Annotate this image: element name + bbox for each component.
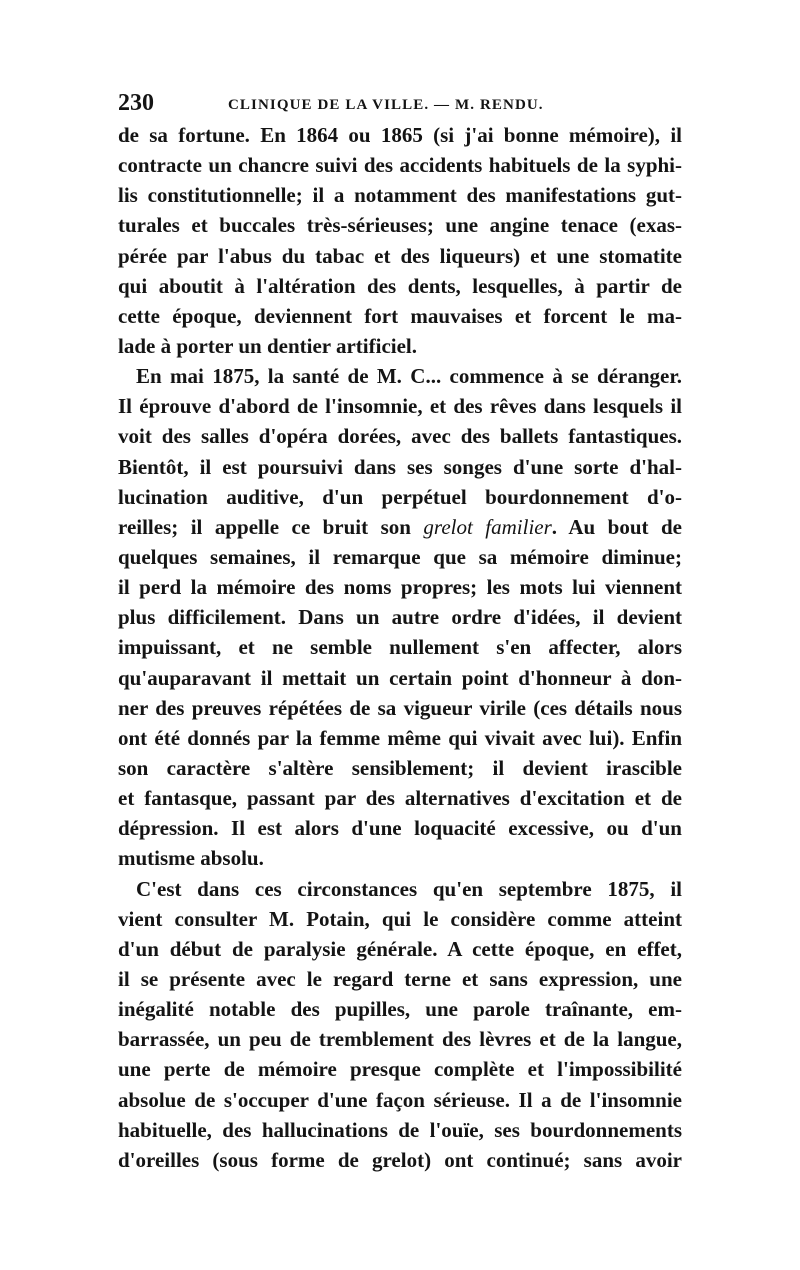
text-line: ner des preuves répétées de sa vigueur virile (ces détails nous	[118, 695, 682, 720]
text-line: cette époque, deviennent fort mauvaises et forcent le ma-	[118, 303, 682, 328]
italic-phrase: grelot familier	[423, 514, 552, 539]
text-line: turales et buccales très-sérieuses; une angine tenace (exas-	[118, 213, 682, 238]
text-line: Il éprouve d'abord de l'insomnie, et des rêves dans lesquels il	[118, 394, 682, 419]
text-line: absolue de s'occuper d'une façon sérieuse. Il a de l'insomnie	[118, 1087, 682, 1112]
text-line: une perte de mémoire presque complète et l'impossibilité	[118, 1057, 682, 1082]
text-line: il perd la mémoire des noms propres; les mots lui viennent	[118, 575, 682, 600]
text-line: Bientôt, il est poursuivi dans ses songes d'une sorte d'hal-	[118, 454, 682, 479]
text-segment: reilles; il appelle ce bruit son	[118, 514, 424, 539]
text-line	[118, 512, 682, 542]
text-line: C'est dans ces circonstances qu'en septembre 1875, il	[136, 876, 682, 901]
text-line: et fantasque, passant par des alternatives d'excitation et de	[118, 786, 682, 811]
text-line: lis constitutionnelle; il a notamment des manifestations gut-	[118, 183, 682, 208]
text-line: pérée par l'abus du tabac et des liqueurs) et une stomatite	[118, 243, 682, 268]
text-line: dépression. Il est alors d'une loquacité excessive, ou d'un	[118, 816, 682, 841]
text-line: ont été donnés par la femme même qui vivait avec lui). Enfin	[118, 725, 682, 750]
text-line: lade à porter un dentier artificiel.	[118, 333, 418, 358]
text-line: d'oreilles (sous forme de grelot) ont continué; sans avoir	[118, 1147, 682, 1172]
text-line: d'un début de paralysie générale. A cette époque, en effet,	[118, 936, 682, 961]
text-line: quelques semaines, il remarque que sa mémoire diminue;	[118, 544, 682, 569]
body-text	[118, 120, 682, 1175]
page-number: 230	[118, 90, 154, 116]
text-line: mutisme absolu.	[118, 846, 264, 871]
text-line: voit des salles d'opéra dorées, avec des ballets fantastiques.	[118, 424, 682, 449]
text-line: En mai 1875, la santé de M. C... commence à se déranger.	[136, 364, 682, 389]
text-line: qui aboutit à l'altération des dents, lesquelles, à partir de	[118, 273, 682, 298]
text-line: qu'auparavant il mettait un certain point d'honneur à don-	[118, 665, 682, 690]
text-line: barrassée, un peu de tremblement des lèvres et de la langue,	[118, 1027, 682, 1052]
text-line: plus difficilement. Dans un autre ordre d'idées, il devient	[118, 605, 682, 630]
text-line: de sa fortune. En 1864 ou 1865 (si j'ai bonne mémoire), il	[118, 123, 682, 147]
text-segment: . Au bout de	[551, 514, 682, 539]
text-line: inégalité notable des pupilles, une parole traînante, em-	[118, 997, 682, 1022]
text-line: lucination auditive, d'un perpétuel bourdonnement d'o-	[118, 484, 682, 509]
text-line: son caractère s'altère sensiblement; il devient irascible	[118, 755, 682, 780]
text-line: vient consulter M. Potain, qui le considère comme atteint	[118, 906, 682, 931]
running-head	[118, 86, 682, 120]
text-line: impuissant, et ne semble nullement s'en affecter, alors	[118, 635, 682, 660]
text-line: contracte un chancre suivi des accidents habituels de la syphi-	[118, 153, 682, 178]
text-line: il se présente avec le regard terne et sans expression, une	[118, 966, 682, 991]
running-title: CLINIQUE DE LA VILLE. — M. RENDU.	[228, 97, 544, 113]
text-line: habituelle, des hallucinations de l'ouïe, ses bourdonnements	[118, 1117, 682, 1142]
